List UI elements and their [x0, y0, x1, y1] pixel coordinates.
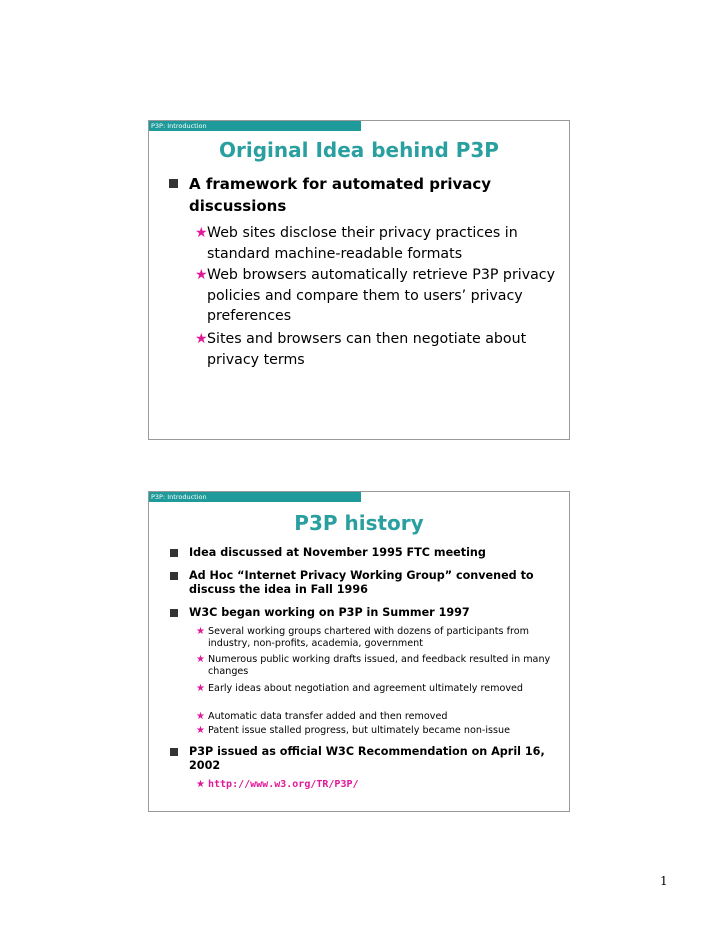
slide-header: P3P: Introduction	[149, 492, 361, 502]
slide-2	[148, 491, 570, 812]
bullet-item: Idea discussed at November 1995 FTC meeting	[189, 546, 559, 560]
sub-bullet-item: ★ Early ideas about negotiation and agreement ultimately removed	[196, 683, 523, 694]
square-bullet-icon	[170, 609, 178, 617]
bullet-item: Ad Hoc “Internet Privacy Working Group” convened to discuss the idea in Fall 1996	[189, 569, 559, 597]
slide-title: Original Idea behind P3P	[219, 138, 499, 162]
sub-bullet-item: ★ Patent issue stalled progress, but ultimately became non-issue	[196, 725, 511, 736]
slide-header: P3P: Introduction	[149, 121, 361, 131]
sub-bullet-item: ★ Web browsers automatically retrieve P3P privacy policies and compare them to users’ privacy preferences	[195, 267, 556, 324]
star-bullet-icon: ★	[196, 654, 205, 665]
bullet-item: W3C began working on P3P in Summer 1997	[189, 606, 559, 620]
square-bullet-icon	[170, 572, 178, 580]
square-bullet-icon	[170, 549, 178, 557]
star-bullet-icon: ★	[196, 711, 205, 722]
star-bullet-icon: ★	[196, 683, 205, 694]
star-bullet-icon: ★	[195, 331, 208, 347]
sub-bullet-item: ★ Several working groups chartered with dozens of participants from industry, non-profits, academia, government	[196, 626, 529, 649]
page-number: 1	[660, 874, 668, 888]
sub-bullet-item: ★ Sites and browsers can then negotiate about privacy terms	[195, 331, 527, 368]
star-bullet-icon: ★	[195, 225, 208, 241]
square-bullet-icon	[170, 748, 178, 756]
bullet-item: P3P issued as official W3C Recommendation on April 16, 2002	[189, 745, 559, 773]
star-bullet-icon: ★	[195, 267, 208, 283]
star-bullet-icon: ★	[196, 725, 205, 736]
slide-title: P3P history	[294, 511, 424, 535]
square-bullet-icon	[169, 179, 178, 188]
url-link[interactable]: http://www.w3.org/TR/P3P/	[208, 779, 359, 790]
sub-bullet-item: ★ Automatic data transfer added and then removed	[196, 711, 448, 722]
star-bullet-icon: ★	[196, 779, 205, 790]
sub-bullet-item	[196, 779, 558, 791]
sub-bullet-item: ★ Numerous public working drafts issued, and feedback resulted in many changes	[196, 654, 551, 677]
bullet-item: A framework for automated privacy discussions	[189, 173, 549, 217]
slide-1	[148, 120, 570, 440]
sub-bullet-item: ★ Web sites disclose their privacy practices in standard machine-readable formats	[195, 225, 518, 262]
star-bullet-icon: ★	[196, 626, 205, 637]
